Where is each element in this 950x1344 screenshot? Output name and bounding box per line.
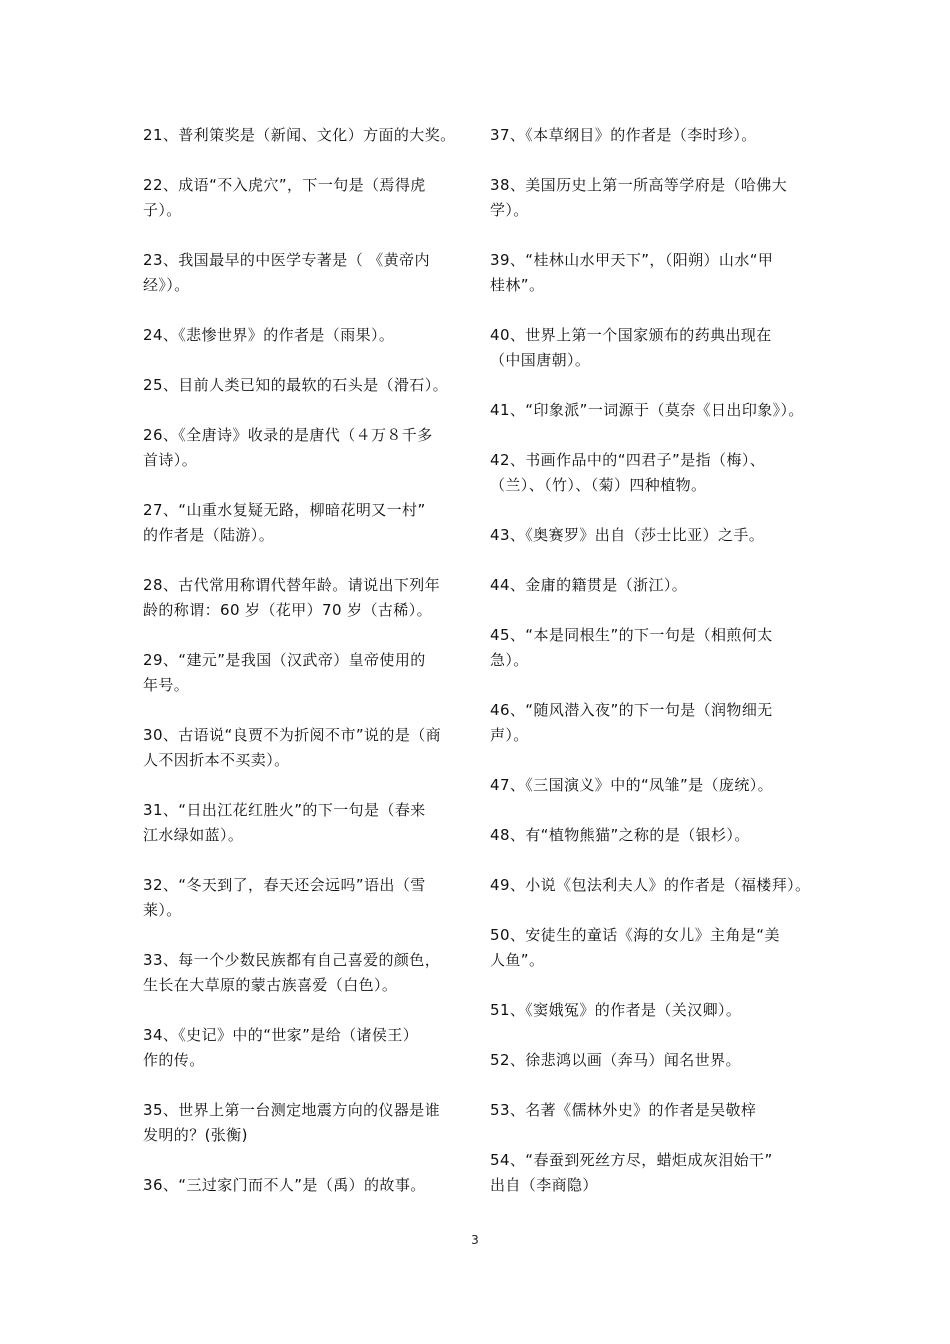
question-item: [490, 823, 750, 848]
question-item: [490, 173, 787, 223]
question-item: [490, 998, 741, 1023]
question-line: 发明的？(张衡): [143, 1126, 248, 1144]
question-line: 27、“山重水复疑无路，柳暗花明又一村”: [143, 501, 426, 519]
question-line: 学）。: [490, 201, 529, 219]
question-item: [143, 248, 430, 298]
question-line: （兰）、（竹）、（菊）四种植物。: [490, 476, 707, 494]
question-line: 41、“印象派”一词源于（莫奈《日出印象》）。: [490, 401, 804, 419]
question-item: [143, 573, 440, 623]
question-item: [143, 648, 426, 698]
question-line: 子）。: [143, 201, 182, 219]
question-item: [143, 723, 441, 773]
question-line: 声）。: [490, 726, 529, 744]
question-line: 37、《本草纲目》的作者是（李时珍）。: [490, 126, 757, 144]
question-item: [490, 923, 780, 973]
question-line: （中国唐朝）。: [490, 351, 591, 369]
question-line: 桂林”。: [490, 276, 545, 294]
question-line: 35、世界上第一台测定地震方向的仪器是谁: [143, 1101, 441, 1119]
question-item: [490, 398, 804, 423]
question-line: 29、“建元”是我国（汉武帝）皇帝使用的: [143, 651, 426, 669]
question-line: 44、金庸的籍贯是（浙江）。: [490, 576, 688, 594]
question-line: 的作者是（陆游）。: [143, 526, 275, 544]
question-line: 43、《奥赛罗》出自（莎士比亚）之手。: [490, 526, 765, 544]
question-item: [490, 573, 687, 598]
question-item: [143, 323, 394, 348]
question-line: 26、《全唐诗》收录的是唐代（４万８千多: [143, 426, 433, 444]
question-line: 急）。: [490, 651, 529, 669]
question-line: 49、小说《包法利夫人》的作者是（福楼拜）。: [490, 876, 811, 894]
question-line: 33、每一个少数民族都有自己喜爱的颜色，: [143, 951, 441, 969]
question-item: [143, 798, 426, 848]
question-line: 江水绿如蓝）。: [143, 826, 244, 844]
question-line: 50、安徒生的童话《海的女儿》主角是“美: [490, 926, 780, 944]
question-item: [490, 523, 764, 548]
question-line: 54、“春蚕到死丝方尽，蜡炬成灰泪始干”: [490, 1151, 773, 1169]
question-line: 46、“随风潜入夜”的下一句是（润物细无: [490, 701, 773, 719]
question-line: 30、古语说“良贾不为折阅不市”说的是（商: [143, 726, 442, 744]
question-line: 36、“三过家门而不人”是（禹）的故事。: [143, 1176, 426, 1194]
question-item: [490, 1098, 756, 1123]
question-line: 21、普利策奖是（新闻、文化）方面的大奖。: [143, 126, 456, 144]
question-item: [490, 123, 757, 148]
question-line: 31、“日出江花红胜火”的下一句是（春来: [143, 801, 426, 819]
question-line: 人鱼”。: [490, 951, 545, 969]
question-line: 42、书画作品中的“四君子”是指（梅）、: [490, 451, 766, 469]
question-item: [490, 323, 772, 373]
question-line: 38、美国历史上第一所高等学府是（哈佛大: [490, 176, 788, 194]
question-item: [143, 123, 456, 148]
question-item: [143, 1023, 418, 1073]
question-line: 出自（李商隐）: [490, 1176, 598, 1194]
question-line: 32、“冬天到了，春天还会远吗”语出（雪: [143, 876, 426, 894]
question-item: [143, 423, 433, 473]
question-item: [143, 498, 426, 548]
question-line: 28、古代常用称谓代替年龄。请说出下列年: [143, 576, 441, 594]
question-line: 人不因折本不买卖）。: [143, 751, 290, 769]
question-item: [143, 1098, 440, 1148]
question-line: 53、名著《儒林外史》的作者是吴敬梓: [490, 1101, 757, 1119]
question-item: [490, 248, 773, 298]
question-line: 22、成语“不入虎穴”，下一句是（焉得虎: [143, 176, 426, 194]
question-line: 莱）。: [143, 901, 182, 919]
question-item: [490, 698, 773, 748]
question-line: 经》）。: [143, 276, 190, 294]
question-item: [490, 773, 773, 798]
question-line: 首诗）。: [143, 451, 198, 469]
question-item: [143, 873, 426, 923]
question-item: [490, 623, 773, 673]
question-item: [490, 448, 765, 498]
question-item: [490, 873, 810, 898]
question-line: 龄的称谓：60 岁（花甲）70 岁（古稀）。: [143, 601, 433, 619]
question-line: 40、世界上第一个国家颁布的药典出现在: [490, 326, 772, 344]
question-line: 45、“本是同根生”的下一句是（相煎何太: [490, 626, 773, 644]
question-item: [143, 173, 426, 223]
question-item: [490, 1148, 773, 1198]
question-line: 生长在大草原的蒙古族喜爱（白色）。: [143, 976, 398, 994]
question-line: 23、我国最早的中医学专著是（ 《黄帝内: [143, 251, 430, 269]
question-item: [143, 948, 440, 998]
question-line: 25、目前人类已知的最软的石头是（滑石）。: [143, 376, 448, 394]
question-line: 作的传。: [143, 1051, 205, 1069]
question-line: 51、《窦娥冤》的作者是（关汉卿）。: [490, 1001, 742, 1019]
question-line: 年号。: [143, 676, 190, 694]
question-line: 52、徐悲鸿以画（奔马）闻名世界。: [490, 1051, 741, 1069]
page-number: 3: [471, 1233, 479, 1247]
question-line: 48、有“植物熊猫”之称的是（银杉）。: [490, 826, 750, 844]
question-item: [143, 1173, 426, 1198]
question-item: [490, 1048, 741, 1073]
question-line: 39、“桂林山水甲天下”，（阳朔）山水“甲: [490, 251, 774, 269]
question-line: 47、《三国演义》中的“凤雏”是（庞统）。: [490, 776, 774, 794]
question-line: 34、《史记》中的“世家”是给（诸侯王）: [143, 1026, 419, 1044]
question-item: [143, 373, 448, 398]
question-line: 24、《悲惨世界》的作者是（雨果）。: [143, 326, 395, 344]
